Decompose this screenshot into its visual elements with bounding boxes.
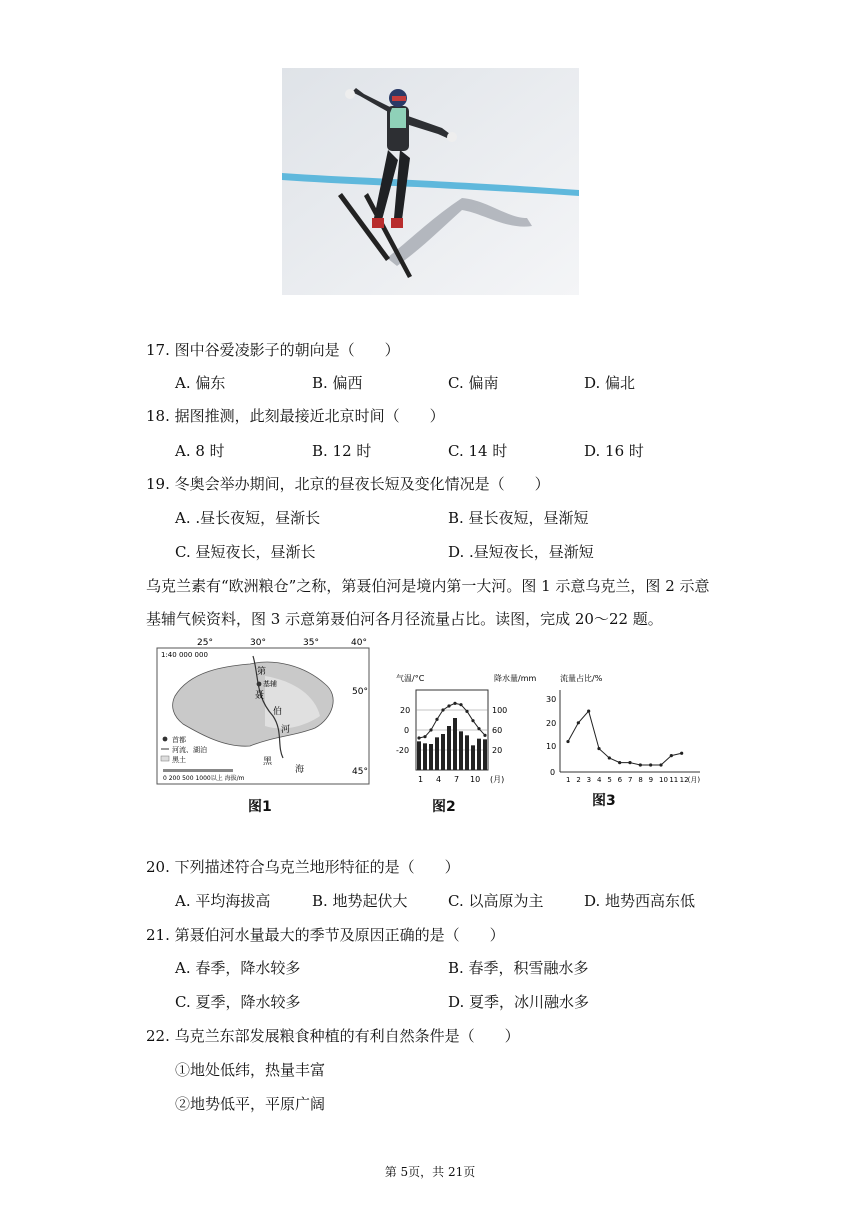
- fig2-precip-bar: [447, 726, 451, 770]
- fig2-x-tick-4: 4: [436, 775, 442, 784]
- q19-option-c[interactable]: C. 昼短夜长，昼渐长: [175, 543, 316, 561]
- fig1-river-char-2: 聂: [255, 691, 265, 701]
- fig3-x-tick: 8: [638, 776, 643, 784]
- q17-option-b[interactable]: B. 偏西: [312, 374, 363, 392]
- fig3-y-tick-10: 10: [546, 742, 557, 751]
- q20-option-d[interactable]: D. 地势西高东低: [584, 892, 696, 910]
- q22-stem: 22. 乌克兰东部发展粮食种植的有利自然条件是（ ）: [146, 1027, 520, 1045]
- q21-option-d[interactable]: D. 夏季，冰川融水多: [448, 993, 590, 1011]
- fig2-left-tick-0: 0: [404, 726, 410, 735]
- fig3-x-tick: 1: [566, 776, 571, 784]
- q17-option-a[interactable]: A. 偏东: [175, 374, 226, 392]
- fig2-left-tick-neg20: -20: [396, 746, 410, 755]
- fig2-temp-point: [483, 734, 486, 737]
- fig3-x-tick: 7: [628, 776, 633, 784]
- q17-option-c[interactable]: C. 偏南: [448, 374, 499, 392]
- q17-option-d[interactable]: D. 偏北: [584, 374, 636, 392]
- fig3-x-tick: 11: [669, 776, 679, 784]
- q20-option-c[interactable]: C. 以高原为主: [448, 892, 544, 910]
- fig3-runoff-point: [680, 752, 683, 755]
- fig1-sea-char-1: 黑: [263, 757, 273, 767]
- fig1-scale: 1:40 000 000: [161, 651, 208, 659]
- fig2-temp-point: [453, 702, 456, 705]
- fig3-runoff-point: [566, 740, 569, 743]
- fig1-legend-capital: 首都: [172, 736, 186, 744]
- q19-stem: 19. 冬奥会举办期间，北京的昼夜长短及变化情况是（ ）: [146, 475, 550, 493]
- figure-2-caption: 图2: [432, 799, 456, 815]
- fig3-x-tick: 10: [659, 776, 668, 784]
- fig2-precip-bar: [435, 737, 439, 770]
- fig3-x-tick: 9: [648, 776, 654, 784]
- fig2-precip-bar: [465, 735, 469, 770]
- q18-option-b[interactable]: B. 12 时: [312, 442, 372, 460]
- fig3-x-tick: 6: [617, 776, 623, 784]
- fig2-temp-line: [419, 703, 485, 738]
- fig3-x-tick: (月): [687, 776, 701, 784]
- q20-stem: 20. 下列描述符合乌克兰地形特征的是（ ）: [146, 858, 460, 876]
- fig2-left-tick-20: 20: [400, 706, 411, 715]
- fig3-x-tick: 2: [576, 776, 581, 784]
- fig2-temp-point: [423, 735, 426, 738]
- fig3-runoff-point: [597, 747, 600, 750]
- q18-option-c[interactable]: C. 14 时: [448, 442, 508, 460]
- fig3-runoff-point: [649, 763, 652, 766]
- fig2-temp-point: [417, 736, 420, 739]
- fig2-right-tick-20: 20: [492, 746, 503, 755]
- fig2-precip-bar: [429, 744, 433, 770]
- fig2-temp-point: [447, 704, 450, 707]
- fig3-runoff-point: [577, 721, 580, 724]
- passage-line-1: 乌克兰素有“欧洲粮仓”之称，第聂伯河是境内第一大河。图 1 示意乌克兰，图 2 示意: [146, 577, 710, 595]
- fig2-precip-bar: [453, 718, 457, 770]
- figure-3-runoff-chart: [540, 672, 710, 792]
- q22-option-2[interactable]: ②地势低平，平原广阔: [175, 1095, 326, 1113]
- fig2-temp-point: [471, 719, 474, 722]
- fig1-lat-50: 50°: [352, 687, 368, 697]
- fig2-x-tick-1: 1: [418, 775, 424, 784]
- fig1-sea-char-2: 海: [295, 765, 305, 775]
- q18-option-d[interactable]: D. 16 时: [584, 442, 644, 460]
- fig2-temp-point: [477, 727, 480, 730]
- fig3-runoff-point: [628, 761, 631, 764]
- fig2-right-tick-100: 100: [492, 706, 508, 715]
- q21-stem: 21. 第聂伯河水量最大的季节及原因正确的是（ ）: [146, 926, 505, 944]
- q21-option-b[interactable]: B. 春季，积雪融水多: [448, 959, 589, 977]
- fig3-y-tick-0: 0: [550, 768, 556, 777]
- fig3-y-tick-20: 20: [546, 719, 557, 728]
- fig2-precip-bar: [459, 731, 463, 770]
- fig2-x-unit: (月): [490, 775, 505, 784]
- fig2-x-tick-7: 7: [454, 775, 460, 784]
- fig2-precip-bar: [477, 739, 481, 770]
- fig2-x-tick-10: 10: [470, 775, 481, 784]
- fig2-precip-bar: [417, 741, 421, 770]
- q19-option-b[interactable]: B. 昼长夜短，昼渐短: [448, 509, 589, 527]
- fig1-legend-river: 河流、湖泊: [172, 746, 207, 754]
- fig2-temp-point: [459, 703, 462, 706]
- fig1-lon-35: 35°: [303, 638, 319, 648]
- fig3-x-tick: 12: [679, 776, 689, 784]
- q17-stem: 17. 图中谷爱凌影子的朝向是（ ）: [146, 341, 400, 359]
- fig1-river-char-4: 河: [281, 725, 291, 735]
- fig3-runoff-point: [639, 763, 642, 766]
- fig2-temp-point: [429, 728, 432, 731]
- q18-option-a[interactable]: A. 8 时: [175, 442, 225, 460]
- fig3-x-tick: 3: [586, 776, 592, 784]
- page-footer: 第 5页，共 21页: [384, 1165, 476, 1179]
- fig2-ylabel-left: 气温/°C: [396, 674, 425, 683]
- skier-photo: [282, 68, 579, 295]
- fig2-precip-bar: [471, 745, 475, 770]
- figure-2-climate-chart: [394, 672, 544, 792]
- q21-option-a[interactable]: A. 春季，降水较多: [175, 959, 301, 977]
- fig2-precip-bar: [441, 734, 445, 770]
- fig3-runoff-point: [618, 761, 621, 764]
- fig2-right-tick-60: 60: [492, 726, 503, 735]
- fig3-y-tick-30: 30: [546, 695, 557, 704]
- fig1-lon-25: 25°: [197, 638, 213, 648]
- fig1-legend-blacksoil: 黑土: [172, 756, 186, 764]
- fig3-runoff-line: [568, 711, 682, 765]
- figure-3-caption: 图3: [592, 793, 616, 809]
- q20-option-a[interactable]: A. 平均海拔高: [175, 892, 271, 910]
- fig2-temp-point: [441, 708, 444, 711]
- fig3-runoff-point: [670, 754, 673, 757]
- figure-1-map: [155, 636, 375, 786]
- figure-1-caption: 图1: [248, 799, 272, 815]
- fig3-ylabel: 流量占比/%: [560, 674, 603, 683]
- fig2-precip-bar: [483, 739, 487, 770]
- fig3-runoff-point: [587, 709, 590, 712]
- fig1-lon-30: 30°: [250, 638, 266, 648]
- fig3-runoff-point: [608, 756, 611, 759]
- q19-option-a[interactable]: A. .昼长夜短，昼渐长: [175, 509, 321, 527]
- fig2-ylabel-right: 降水量/mm: [494, 674, 537, 683]
- fig1-river-char-3: 伯: [273, 707, 283, 717]
- q18-stem: 18. 据图推测，此刻最接近北京时间（ ）: [146, 407, 445, 425]
- fig1-river-char-1: 第: [257, 667, 267, 677]
- q19-option-d[interactable]: D. .昼短夜长，昼渐短: [448, 543, 594, 561]
- fig1-city-kyiv: 基辅: [263, 680, 277, 688]
- fig2-temp-point: [435, 718, 438, 721]
- passage-line-2: 基辅气候资料，图 3 示意第聂伯河各月径流量占比。读图，完成 20～22 题。: [146, 610, 663, 628]
- q20-option-b[interactable]: B. 地势起伏大: [312, 892, 408, 910]
- q22-option-1[interactable]: ①地处低纬，热量丰富: [175, 1061, 326, 1079]
- fig1-lat-45: 45°: [352, 767, 368, 777]
- fig1-lon-40: 40°: [351, 638, 367, 648]
- fig1-elevation-scale: 0 200 500 1000以上 海拔/m: [163, 775, 245, 782]
- q21-option-c[interactable]: C. 夏季，降水较多: [175, 993, 301, 1011]
- fig2-precip-bar: [423, 743, 427, 770]
- fig3-x-tick: 5: [607, 776, 612, 784]
- fig2-temp-point: [465, 710, 468, 713]
- fig3-runoff-point: [659, 763, 662, 766]
- fig3-x-tick: 4: [597, 776, 602, 784]
